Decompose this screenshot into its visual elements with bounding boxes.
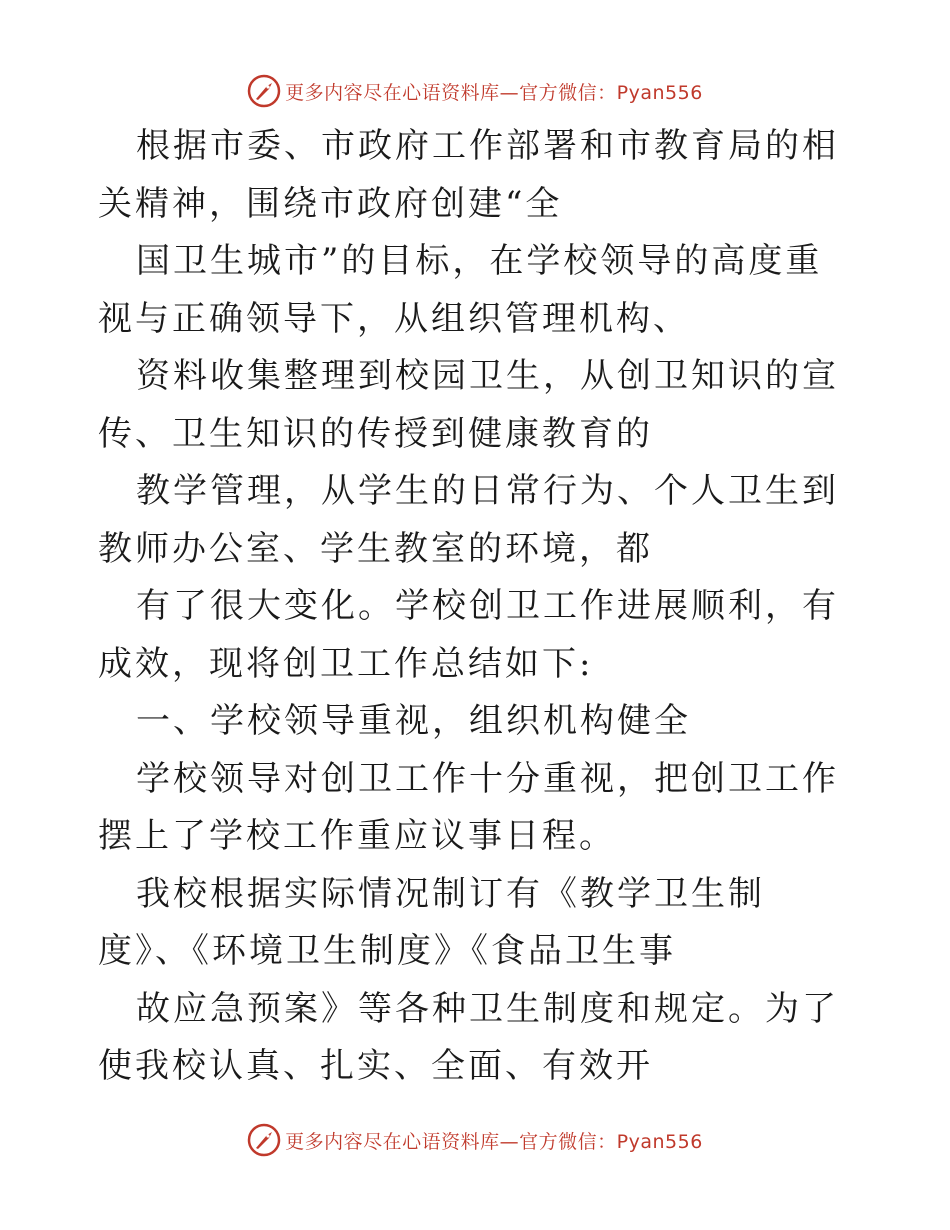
watermark-banner-bottom (0, 1120, 950, 1160)
paragraph: 资料收集整理到校园卫生，从创卫知识的宣传、卫生知识的传授到健康教育的 (98, 356, 839, 454)
document-body (98, 118, 858, 1096)
watermark-text: 更多内容尽在心语资料库—官方微信：Pyan556 (285, 1130, 703, 1153)
paragraph: 有了很大变化。学校创卫工作进展顺利，有成效，现将创卫工作总结如下: (98, 586, 839, 684)
paragraph: 故应急预案》等各种卫生制度和规定。为了使我校认真、扎实、全面、有效开 (98, 988, 839, 1086)
paragraph: 国卫生城市”的目标，在学校领导的高度重视与正确领导下，从组织管理机构、 (98, 241, 823, 339)
paragraph: 根据市委、市政府工作部署和市教育局的相关精神，围绕市政府创建“全 (98, 126, 839, 224)
paragraph: 教学管理，从学生的日常行为、个人卫生到教师办公室、学生教室的环境，都 (98, 471, 839, 569)
watermark-text: 更多内容尽在心语资料库—官方微信：Pyan556 (285, 81, 703, 104)
pen-nib-logo-icon (247, 74, 281, 108)
paragraph: 我校根据实际情况制订有《教学卫生制度》、《环境卫生制度》《食品卫生事 (98, 873, 765, 971)
paragraph: 学校领导对创卫工作十分重视，把创卫工作摆上了学校工作重应议事日程。 (98, 758, 839, 856)
section-heading: 一、学校领导重视，组织机构健全 (136, 701, 691, 741)
watermark-banner-top (0, 71, 950, 111)
pen-nib-logo-icon (247, 1123, 281, 1157)
